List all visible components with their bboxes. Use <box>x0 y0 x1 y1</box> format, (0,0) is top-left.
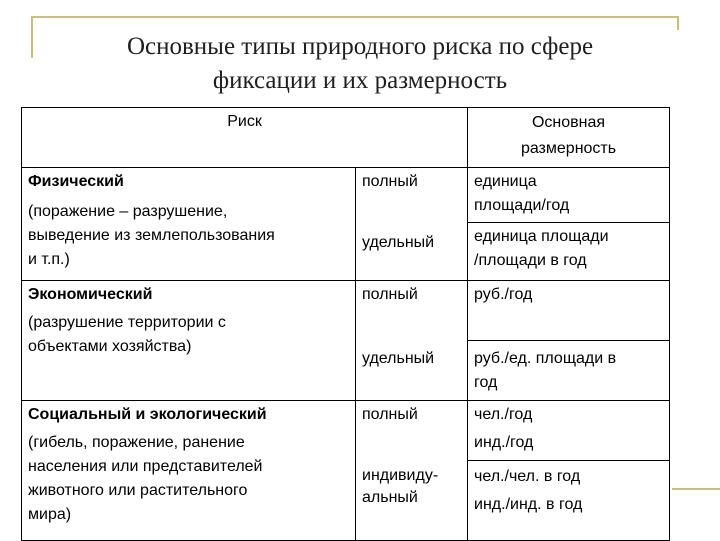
risk-name: Экономический <box>28 286 153 303</box>
table-row <box>22 281 670 341</box>
risk-desc-line: (поражение – разрушение, <box>28 203 228 220</box>
risk-kind <box>356 461 468 541</box>
risk-name: Физический <box>28 173 124 190</box>
risk-unit-line: руб./год <box>474 286 533 303</box>
risk-desc-line: (разрушение территории с <box>28 314 226 331</box>
risk-desc-line: мира) <box>28 506 72 523</box>
risk-unit <box>468 461 670 541</box>
risk-kind: полный <box>356 401 468 461</box>
risk-unit <box>468 401 670 461</box>
risk-desc-line: объектами хозяйства) <box>28 338 192 355</box>
table-header-row <box>22 108 670 168</box>
header-dimension <box>468 108 670 168</box>
decorative-bottom-right-line <box>672 488 720 490</box>
risk-unit <box>468 223 670 281</box>
decorative-right-line <box>677 16 679 30</box>
risk-desc-line: и т.п.) <box>28 251 70 268</box>
risk-cell <box>22 168 356 281</box>
slide-title <box>40 30 680 98</box>
risk-unit-line: /площади в год <box>474 252 587 269</box>
risk-kind: удельный <box>356 341 468 401</box>
header-risk: Риск <box>22 108 468 168</box>
header-dimension-line-1: Основная <box>531 114 606 131</box>
risk-unit-line: инд./инд. в год <box>474 496 583 513</box>
slide-title-line-2: фиксации и их размерность <box>212 67 508 94</box>
risk-desc-line: животного или растительного <box>28 482 248 499</box>
risk-kind: удельный <box>356 223 468 281</box>
risk-table <box>21 107 670 541</box>
risk-name: Социальный и экологический <box>28 406 267 423</box>
risk-cell <box>22 401 356 541</box>
risk-unit <box>468 168 670 223</box>
risk-unit <box>468 281 670 341</box>
risk-desc-line: (гибель, поражение, ранение <box>28 434 245 451</box>
risk-kind-line: индивиду- <box>362 466 439 484</box>
risk-unit-line: инд./год <box>474 434 534 451</box>
decorative-left-line <box>31 16 33 58</box>
risk-unit-line: единица <box>474 173 537 190</box>
risk-cell <box>22 281 356 401</box>
risk-unit-line: руб./ед. площади в <box>474 350 617 367</box>
risk-desc-line: населения или представителей <box>28 458 263 475</box>
risk-unit-line: год <box>474 374 498 391</box>
risk-kind: полный <box>356 168 468 223</box>
risk-unit-line: единица площади <box>474 228 609 245</box>
risk-desc-line: выведение из землепользования <box>28 227 275 244</box>
table-row <box>22 401 670 461</box>
risk-unit-line: площади/год <box>474 197 570 214</box>
slide-title-line-1: Основные типы природного риска по сфере <box>126 33 594 60</box>
risk-unit <box>468 341 670 401</box>
risk-unit-line: чел./год <box>474 406 533 423</box>
risk-kind: полный <box>356 281 468 341</box>
risk-unit-line: чел./чел. в год <box>474 468 581 485</box>
header-dimension-line-2: размерность <box>520 140 617 157</box>
risk-kind-line: альный <box>362 488 418 506</box>
table-row <box>22 168 670 223</box>
decorative-top-line <box>31 16 679 18</box>
